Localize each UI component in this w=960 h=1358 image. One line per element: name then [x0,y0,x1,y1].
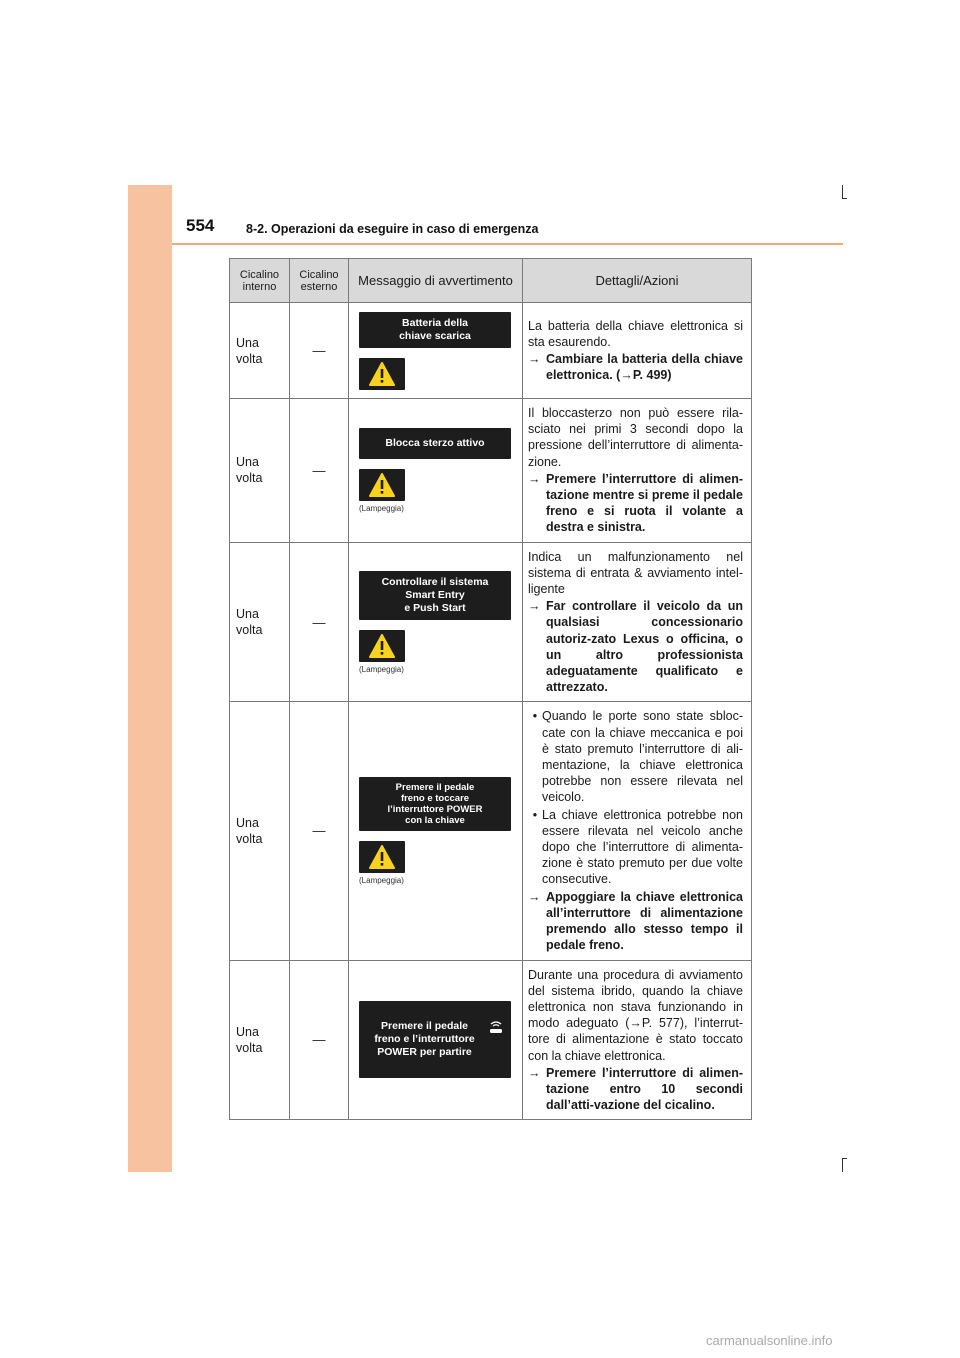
bullet-item [528,708,743,805]
action-line [528,471,743,536]
action-line [528,598,743,695]
details-cell [523,303,752,399]
details-cell [523,960,752,1120]
action-text: Premere l’interruttore di alimen-tazione mentre si preme il pedale freno e si ruota il volante a destra e sinistra. [546,471,743,535]
arrow-icon: → [528,471,541,486]
warning-icon [359,841,405,873]
header-details: Dettagli/Azioni [523,259,752,303]
details-cell [523,702,752,960]
display-message: Controllare il sistema Smart Entry e Push Start [359,571,511,620]
bullet-mark: • [532,807,538,822]
action-text: Appoggiare la chiave elettronica all’interruttore di alimentazione premendo allo stesso tempo il pedale freno. [546,889,743,953]
internal-buzzer-cell: Una volta [230,542,290,702]
header-external-buzzer: Cicalino esterno [290,259,349,303]
action-line [528,1065,743,1114]
bullet-mark: • [532,709,538,724]
action-line [528,889,743,954]
display-message [359,1001,511,1078]
warning-icon [359,630,405,662]
external-buzzer-cell: — [290,542,349,702]
external-buzzer-cell: — [290,702,349,960]
bullet-text: La chiave elettronica potrebbe non essere rilevata nel veicolo anche dopo che l’interruttore di alimenta-zione è stato premuto per due volte consecutive. [542,807,743,887]
message-cell [349,542,523,702]
details-cell [523,542,752,702]
display-message: Batteria della chiave scarica [359,312,511,348]
table-row [230,960,752,1120]
display-message-text: Premere il pedale freno e l’interruttore POWER per partire [374,1020,475,1059]
flashing-note: (Lampeggia) [359,503,404,513]
watermark: carmanualsonline.info [706,1333,833,1348]
table-row [230,702,752,960]
external-buzzer-cell: — [290,303,349,399]
crop-mark-bottom-foot [842,1158,847,1159]
external-buzzer-cell: — [290,399,349,543]
details-description: La batteria della chiave elettronica si sta esaurendo. [528,318,743,349]
bullet-item [528,807,743,888]
table-row [230,303,752,399]
chapter-color-band [128,185,172,1172]
arrow-icon: → [528,352,541,366]
warning-icon [359,358,405,390]
action-text: Premere l’interruttore di alimen-tazione entro 10 secondi dall’atti-vazione del cicalino. [546,1065,743,1113]
header-message: Messaggio di avvertimento [349,259,523,303]
details-description: Il bloccasterzo non può essere rila-sciato nei primi 3 secondi dopo la pressione dell’interruttore di alimenta-zione. [528,406,743,469]
smart-key-icon [487,1007,505,1038]
arrow-icon: → [528,889,541,904]
external-buzzer-cell: — [290,960,349,1120]
message-cell [349,303,523,399]
internal-buzzer-cell: Una volta [230,399,290,543]
action-text: Far controllare il veicolo da un qualsiasi concessionario autoriz-zato Lexus o officina, o un altro professionista adeguatamente qualificato e attrezzato. [546,599,743,695]
header-internal-buzzer: Cicalino interno [230,259,290,303]
message-cell [349,702,523,960]
arrow-icon: → [528,599,541,614]
internal-buzzer-cell: Una volta [230,960,290,1120]
action-text: Cambiare la batteria della chiave elettronica. (→P. 499) [546,352,743,383]
crop-mark-top [842,185,843,199]
display-message: Blocca sterzo attivo [359,428,511,459]
table-header-row [230,259,752,303]
display-message: Premere il pedale freno e toccare l’interruttore POWER con la chiave [359,777,511,831]
details-cell [523,399,752,543]
warning-icon [359,469,405,501]
message-cell [349,960,523,1120]
action-line [528,351,743,383]
details-description: Durante una procedura di avviamento del sistema ibrido, quando la chiave elettronica non stava funzionando in modo adeguato (→P. 577), l’interrut-tore di alimentazione è stato toccato con la chiave elettronica. [528,967,743,1063]
internal-buzzer-cell: Una volta [230,702,290,960]
internal-buzzer-cell: Una volta [230,303,290,399]
details-description: Indica un malfunzionamento nel sistema di entrata & avviamento intel-ligente [528,549,743,597]
crop-mark-bottom [842,1158,843,1172]
warning-messages-table [229,258,752,1120]
page-number: 554 [186,216,215,235]
message-cell [349,399,523,543]
crop-mark-top-foot [842,198,847,199]
table-row [230,542,752,702]
arrow-icon: → [528,1065,541,1080]
flashing-note: (Lampeggia) [359,875,404,885]
section-title: 8-2. Operazioni da eseguire in caso di emergenza [246,222,539,236]
bullet-text: Quando le porte sono state sbloc-cate con la chiave meccanica e poi è stato premuto l’interruttore di ali-mentazione, la chiave elettronica potrebbe non essere rilevata nel veicolo. [542,709,743,805]
header-rule [172,243,843,245]
flashing-note: (Lampeggia) [359,664,404,674]
table-row [230,399,752,543]
